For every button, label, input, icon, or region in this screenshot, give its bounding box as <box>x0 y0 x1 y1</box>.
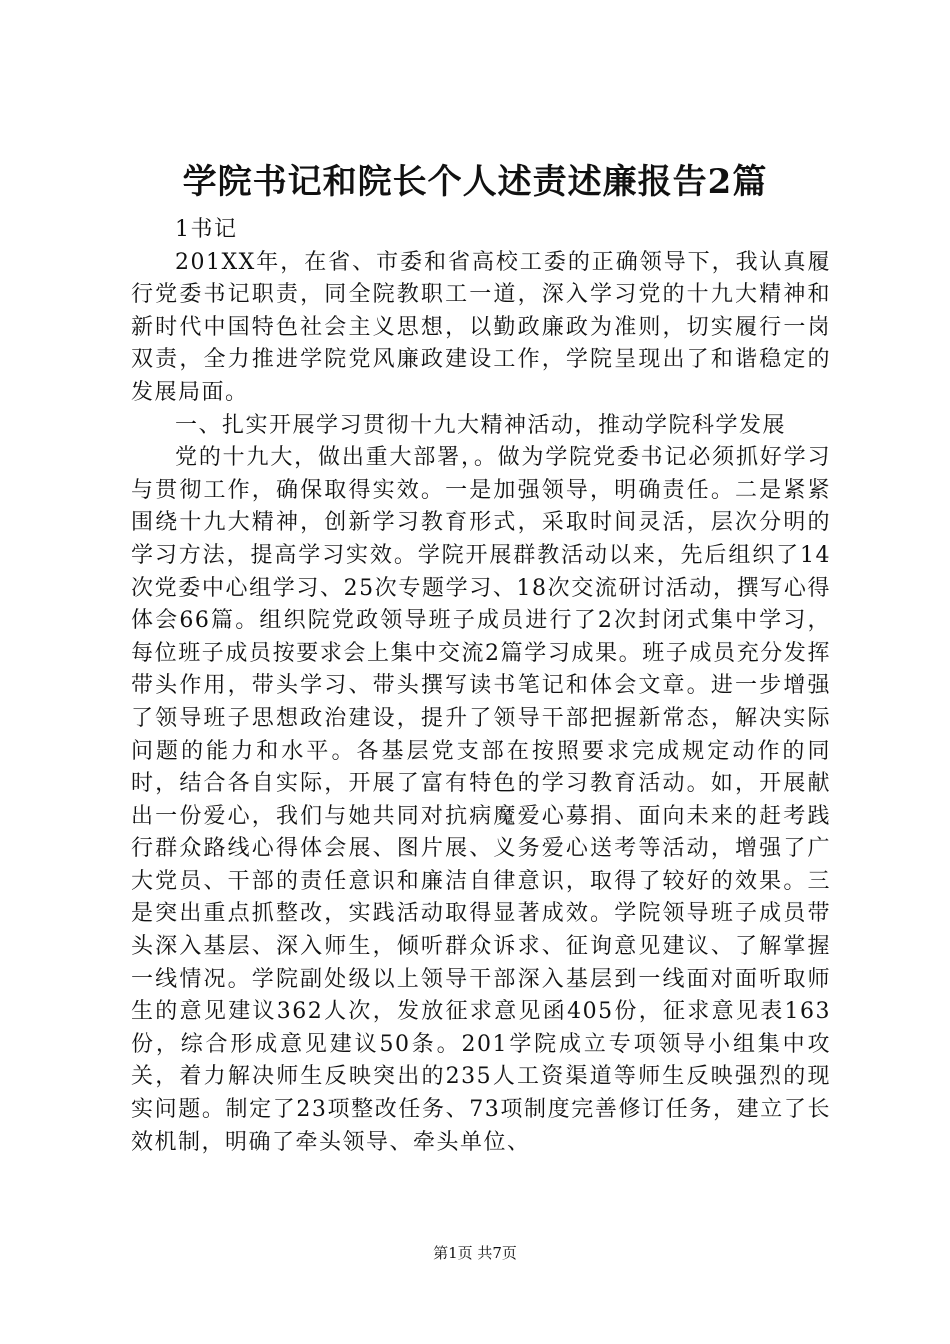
document-title: 学院书记和院长个人述责述廉报告2篇 <box>182 162 768 202</box>
paragraph-body: 党的十九大，做出重大部署，。做为学院党委书记必须抓好学习与贯彻工作，确保取得实效。一是加强领导，明确责任。二是紧紧围绕十九大精神，创新学习教育形式，采取时间灵活，层次分明的学习方法，提高学习实效。学院开展群教活动以来，先后组织了14次党委中心组学习、25次专题学习、18次交流研讨活动，撰写心得体会66篇。组织院党政领导班子成员进行了2次封闭式集中学习，每位班子成员按要求会上集中交流2篇学习成果。班子成员充分发挥带头作用，带头学习、带头撰写读书笔记和体会文章。进一步增强了领导班子思想政治建设，提升了领导干部把握新常态，解决实际问题的能力和水平。各基层党支部在按照要求完成规定动作的同时，结合各自实际，开展了富有特色的学习教育活动。如，开展献出一份爱心，我们与她共同对抗病魔爱心募捐、面向未来的赶考践行群众路线心得体会展、图片展、义务爱心送考等活动，增强了广大党员、干部的责任意识和廉洁自律意识，取得了较好的效果。三是突出重点抓整改，实践活动取得显著成效。学院领导班子成员带头深入基层、深入师生，倾听群众诉求、征询意见建议、了解掌握一线情况。学院副处级以上领导干部深入基层到一线面对面听取师生的意见建议362人次，发放征求意见函405份，征求意见表163份，综合形成意见建议50条。201学院成立专项领导小组集中攻关，着力解决师生反映突出的235人工资渠道等师生反映强烈的现实问题。制定了23项整改任务、73项制度完善修订任务，建立了长效机制，明确了牵头领导、牵头单位、 <box>131 445 831 1155</box>
paragraph-intro: 201XX年，在省、市委和省高校工委的正确领导下，我认真履行党委书记职责，同全院教职工一道，深入学习党的十九大精神和新时代中国特色社会主义思想，以勤政廉政为准则，切实履行一岗双责，全力推进学院党风廉政建设工作，学院呈现出了和谐稳定的发展局面。 <box>131 249 831 405</box>
document-body <box>131 214 831 1159</box>
paragraph-section-label: 1书记 <box>175 217 238 242</box>
page-footer: 第1页 共7页 <box>433 1244 517 1262</box>
paragraph-heading-one: 一、扎实开展学习贯彻十九大精神活动，推动学院科学发展 <box>175 412 787 438</box>
